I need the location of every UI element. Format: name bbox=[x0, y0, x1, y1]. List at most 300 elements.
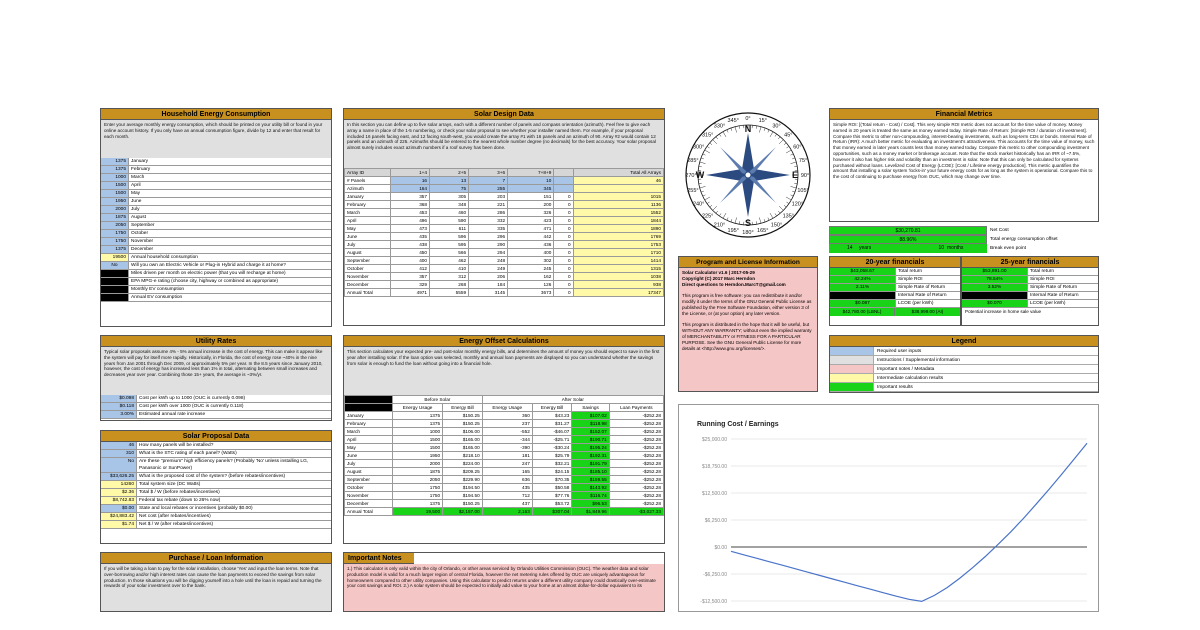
design-cell[interactable]: 16 bbox=[391, 177, 430, 185]
design-cell: 611 bbox=[430, 225, 469, 233]
design-cell: 0 bbox=[554, 193, 573, 201]
offset-cell: -$252.28 bbox=[609, 436, 663, 444]
design-cell: 1844 bbox=[573, 217, 663, 225]
chart-y-tick-label: -$6,250.00 bbox=[703, 572, 727, 578]
proposal-title: Solar Proposal Data bbox=[101, 431, 331, 442]
offset-cell: -552 bbox=[482, 428, 532, 436]
breakeven-months: 10 bbox=[907, 244, 947, 253]
offset-cell: -$25.71 bbox=[532, 436, 572, 444]
design-cell[interactable]: 7 bbox=[469, 177, 508, 185]
proposal-row bbox=[101, 489, 331, 497]
offset-cell: 712 bbox=[482, 492, 532, 500]
breakeven-years-unit: years bbox=[859, 244, 907, 253]
design-cell: Annual Total bbox=[345, 289, 391, 297]
design-cell[interactable]: 75 bbox=[430, 185, 469, 193]
offset-cell: -390 bbox=[482, 444, 532, 452]
design-cell[interactable]: 164 bbox=[391, 185, 430, 193]
design-cell: 1136 bbox=[573, 201, 663, 209]
offset-column-header: Loan Payments bbox=[609, 404, 663, 412]
offset-column-header: Energy Usage bbox=[482, 404, 532, 412]
design-cell: 296 bbox=[469, 233, 508, 241]
offset-row bbox=[345, 412, 664, 420]
chart-y-tick-label: -$12,500.00 bbox=[700, 599, 727, 605]
design-cell bbox=[554, 169, 573, 177]
compass-degree: 180° bbox=[742, 230, 754, 236]
design-cell: 249 bbox=[469, 265, 508, 273]
household-month-row bbox=[101, 214, 331, 222]
compass-degree: 270° bbox=[685, 173, 697, 179]
proposal-value[interactable]: No bbox=[101, 458, 137, 472]
household-month-label: December bbox=[131, 247, 154, 252]
proposal-value: $24,883.42 bbox=[101, 513, 137, 520]
offset-cell: $191.79 bbox=[572, 460, 609, 468]
compass-rose bbox=[678, 108, 818, 242]
household-month-row bbox=[101, 238, 331, 246]
offset-cell: $2,157.00 bbox=[443, 508, 483, 516]
offset-cell: $150.25 bbox=[443, 420, 483, 428]
utility-rate-label: Cost per kWh up to 1000 (OUC is currently 0.098) bbox=[139, 396, 246, 401]
offset-table bbox=[344, 395, 664, 516]
design-row bbox=[345, 169, 664, 177]
fin25-row bbox=[962, 268, 1098, 276]
design-cell: 436 bbox=[508, 241, 554, 249]
design-cell: 0 bbox=[554, 209, 573, 217]
design-cell: 357 bbox=[391, 193, 430, 201]
design-cell: 1769 bbox=[573, 233, 663, 241]
breakeven-months-unit: months bbox=[947, 244, 987, 253]
proposal-row bbox=[101, 473, 331, 481]
design-cell: 0 bbox=[554, 273, 573, 281]
offset-cell: $185.10 bbox=[572, 468, 609, 476]
offset-cell: -$252.28 bbox=[609, 412, 663, 420]
chart-series-line bbox=[731, 443, 1087, 601]
offset-cell: August bbox=[345, 468, 393, 476]
design-cell: 496 bbox=[391, 217, 430, 225]
design-cell: August bbox=[345, 249, 391, 257]
household-month-label: May bbox=[131, 191, 141, 196]
fin20-row bbox=[830, 292, 960, 300]
design-cell: 329 bbox=[391, 281, 430, 289]
proposal-label: Are these "premium" high efficiency panels? (Probably 'No' unless installing LG, Panasonic or SunPower) bbox=[139, 459, 309, 471]
household-month-value[interactable]: 1375 bbox=[101, 166, 129, 173]
design-cell: 0 bbox=[554, 233, 573, 241]
design-cell[interactable]: 10 bbox=[508, 177, 554, 185]
offset-cell: 2000 bbox=[393, 460, 443, 468]
fin20-row bbox=[830, 284, 960, 292]
proposal-row bbox=[101, 521, 331, 529]
compass-degree: 165° bbox=[757, 228, 769, 235]
design-cell: 46 bbox=[573, 177, 663, 185]
design-cell: 286 bbox=[469, 209, 508, 217]
offset-cell: March bbox=[345, 428, 393, 436]
offset-cell: February bbox=[345, 420, 393, 428]
chart-title: Running Cost / Earnings bbox=[697, 421, 779, 428]
design-cell: 290 bbox=[469, 241, 508, 249]
design-cell: 453 bbox=[391, 209, 430, 217]
design-cell: 335 bbox=[469, 225, 508, 233]
design-cell: 248 bbox=[469, 257, 508, 265]
design-cell: 3673 bbox=[508, 289, 554, 297]
design-month-row bbox=[345, 289, 664, 297]
utility-rate-value[interactable]: $0.098 bbox=[101, 395, 137, 402]
design-month-row bbox=[345, 257, 664, 265]
utility-rate-value[interactable]: $0.118 bbox=[101, 403, 137, 410]
household-month-value[interactable]: 1000 bbox=[101, 174, 129, 181]
household-ev-detail-value bbox=[101, 294, 129, 301]
design-row bbox=[345, 185, 664, 193]
offset-row bbox=[345, 452, 664, 460]
household-month-value[interactable]: 2000 bbox=[101, 206, 129, 213]
household-ev-detail-value bbox=[101, 278, 129, 285]
offset-cell: April bbox=[345, 436, 393, 444]
fin25-label: Total return bbox=[1030, 269, 1054, 274]
proposal-row bbox=[101, 481, 331, 489]
license-contact[interactable]: Direct questions to Herndon.MarcT@gmail.com bbox=[682, 282, 786, 287]
offset-cell: 1750 bbox=[393, 484, 443, 492]
legend-swatch bbox=[830, 347, 874, 355]
design-cell[interactable] bbox=[554, 177, 573, 185]
compass-degree: 30° bbox=[772, 123, 781, 130]
purchase-note: If you will be taking a loan to pay for the solar installation, choose 'Yes' and input the loan terms. Note that over-borrowing and/or high interest rates can cause the loan payments to exceed the savings from solar production. In those situations you will be digging yourself into a hole until the loan is repaid and turning the rewards of your solar investment over to the bank. bbox=[101, 564, 331, 612]
offset-cell: 1750 bbox=[393, 492, 443, 500]
household-month-value[interactable]: 1375 bbox=[101, 158, 129, 165]
design-cell: 435 bbox=[391, 233, 430, 241]
household-month-value[interactable]: 1500 bbox=[101, 182, 129, 189]
proposal-value[interactable]: 46 bbox=[101, 442, 137, 449]
design-cell: Total All Arrays bbox=[573, 169, 663, 177]
household-ev-detail-label: Monthly EV consumption bbox=[131, 287, 185, 292]
offset-cell: 19,500 bbox=[393, 508, 443, 516]
compass-label-s: S bbox=[744, 218, 752, 228]
chart-y-tick-label: $6,250.00 bbox=[704, 518, 727, 524]
compass-degree: 75° bbox=[798, 158, 808, 165]
design-cell: February bbox=[345, 201, 391, 209]
household-note: Enter your average monthly energy consumption, which should be printed on your utility bill or found in your online account history. If you only have an annual consumption figure, divide by 12 and enter that result for each month. bbox=[101, 120, 331, 158]
compass-degree: 45° bbox=[784, 132, 793, 139]
proposal-label: Net $ / W (after rebates/incentives) bbox=[139, 522, 214, 527]
proposal-label: What is the proposed cost of the system? (before rebates/incentives) bbox=[139, 474, 286, 479]
design-month-row bbox=[345, 265, 664, 273]
design-cell: 410 bbox=[430, 265, 469, 273]
design-cell: 348 bbox=[430, 201, 469, 209]
offset-cell: -$252.28 bbox=[609, 460, 663, 468]
proposal-label: How many panels will be installed? bbox=[139, 443, 214, 448]
design-cell: Array ID bbox=[345, 169, 391, 177]
offset-cell: -$252.28 bbox=[609, 452, 663, 460]
household-month-row bbox=[101, 158, 331, 166]
household-month-value[interactable]: 1875 bbox=[101, 214, 129, 221]
proposal-row bbox=[101, 513, 331, 521]
fin20-value: 2.11% bbox=[830, 284, 896, 291]
design-table bbox=[344, 168, 664, 297]
design-cell: 450 bbox=[391, 249, 430, 257]
offset-group-row bbox=[345, 396, 664, 404]
design-cell[interactable] bbox=[554, 185, 573, 193]
legend-label: Required user inputs bbox=[877, 349, 922, 354]
household-month-value[interactable]: 1375 bbox=[101, 246, 129, 253]
household-ev-detail-label: EPA MPG-e rating (choose city, highway or combined as appropriate) bbox=[131, 279, 278, 284]
proposal-label: Net cost (after rebates/incentives) bbox=[139, 514, 211, 519]
design-cell: 1+4 bbox=[391, 169, 430, 177]
legend-panel bbox=[829, 335, 1099, 393]
offset-cell: $32.21 bbox=[532, 460, 572, 468]
offset-cell: -$252.28 bbox=[609, 476, 663, 484]
household-month-value[interactable]: 1950 bbox=[101, 198, 129, 205]
design-month-row bbox=[345, 217, 664, 225]
proposal-value: $2.36 bbox=[101, 489, 137, 496]
design-cell: 200 bbox=[508, 201, 554, 209]
design-cell: 294 bbox=[469, 249, 508, 257]
breakeven-label: Break even point bbox=[990, 246, 1027, 251]
design-month-row bbox=[345, 249, 664, 257]
household-month-row bbox=[101, 206, 331, 214]
offset-column-header: Savings bbox=[572, 404, 609, 412]
design-cell: June bbox=[345, 233, 391, 241]
fin25-row bbox=[962, 300, 1098, 308]
compass-degree: 120° bbox=[791, 201, 804, 208]
design-cell: 3+6 bbox=[469, 169, 508, 177]
breakeven-years: 14 bbox=[829, 244, 859, 253]
design-cell: March bbox=[345, 209, 391, 217]
household-month-label: September bbox=[131, 223, 155, 228]
design-cell: 0 bbox=[554, 265, 573, 273]
offset-cell: 237 bbox=[482, 420, 532, 428]
utility-rate-row bbox=[101, 395, 331, 403]
offset-cell: -$252.28 bbox=[609, 444, 663, 452]
utility-rate-row bbox=[101, 403, 331, 411]
offset-cell: July bbox=[345, 460, 393, 468]
offset-cell: $307.04 bbox=[532, 508, 572, 516]
compass-degree: 210° bbox=[713, 222, 726, 229]
proposal-row bbox=[101, 450, 331, 458]
offset-cell: September bbox=[345, 476, 393, 484]
metrics-title: Financial Metrics bbox=[830, 109, 1098, 120]
financials-20-panel bbox=[829, 256, 961, 326]
offset-cell: $70.35 bbox=[532, 476, 572, 484]
utility-rate-label: Estimated annual rate increase bbox=[139, 412, 206, 417]
design-cell: 332 bbox=[469, 217, 508, 225]
design-cell: 438 bbox=[391, 241, 430, 249]
offset-cell: $192.31 bbox=[572, 452, 609, 460]
offset-column-header: Energy Usage bbox=[393, 404, 443, 412]
proposal-row bbox=[101, 458, 331, 473]
design-cell: 1552 bbox=[573, 209, 663, 217]
legend-label: Intermediate calculation results bbox=[877, 376, 944, 381]
proposal-value: 14260 bbox=[101, 481, 137, 488]
proposal-value[interactable]: $33,626.25 bbox=[101, 473, 137, 480]
design-month-row bbox=[345, 241, 664, 249]
fin20-label: Simple ROI bbox=[898, 277, 923, 282]
proposal-label: Total $ / W (before rebates/incentives) bbox=[139, 490, 220, 495]
household-month-label: July bbox=[131, 207, 140, 212]
notes-text: 1.) This calculator is only valid within the city of Orlando, or other areas serviced by Orlando Utilities Commission (OUC). The weather data and solar production model is valid for a much larger region of central Florida, however the net metering rules offered by OUC are uniquely advantageous for homeowners compared to other utility companies. Using this calculator to predict returns under a different utility company could drastically over-estimate your cost savings and ROI. 2.) A solar system should be expected to initially add value to your home at an almost dollar-for-dollar equivalent to its bbox=[344, 564, 664, 612]
household-month-value[interactable]: 1500 bbox=[101, 190, 129, 197]
legend-item bbox=[830, 347, 1098, 356]
compass-label-n: N bbox=[744, 124, 752, 134]
legend-label: Important results bbox=[877, 385, 913, 390]
design-month-row bbox=[345, 201, 664, 209]
fin20-extra-b: $38,999.00 (AI) bbox=[895, 308, 960, 316]
license-version: Solar Calculator v1.6 | 2017-05-29 bbox=[682, 270, 755, 275]
offset-cell: $24.15 bbox=[532, 468, 572, 476]
design-cell: 400 bbox=[508, 249, 554, 257]
design-cell: 400 bbox=[391, 257, 430, 265]
household-ev-row bbox=[101, 262, 331, 270]
offset-cell: $107.02 bbox=[572, 412, 609, 420]
household-month-row bbox=[101, 174, 331, 182]
design-cell: 184 bbox=[469, 281, 508, 289]
offset-cell: 1375 bbox=[393, 412, 443, 420]
offset-row bbox=[345, 460, 664, 468]
household-month-row bbox=[101, 182, 331, 190]
fin20-value: $43,058.67 bbox=[830, 268, 896, 275]
household-month-value[interactable]: 1750 bbox=[101, 238, 129, 245]
design-cell: 462 bbox=[430, 257, 469, 265]
proposal-label: Total system size (DC Watts) bbox=[139, 482, 201, 487]
design-cell: 1414 bbox=[573, 257, 663, 265]
offset-cell: $31.27 bbox=[532, 420, 572, 428]
household-month-label: November bbox=[131, 239, 154, 244]
offset-row bbox=[345, 444, 664, 452]
design-cell: 357 bbox=[391, 273, 430, 281]
fin25-title: 25-year financials bbox=[962, 257, 1098, 268]
design-cell[interactable]: 345 bbox=[508, 185, 554, 193]
household-ev-select[interactable]: No bbox=[101, 262, 129, 269]
household-month-row bbox=[101, 198, 331, 206]
design-cell: November bbox=[345, 273, 391, 281]
design-cell: 126 bbox=[508, 281, 554, 289]
fin20-value bbox=[830, 292, 896, 299]
proposal-row bbox=[101, 497, 331, 505]
household-ev-detail-row bbox=[101, 294, 331, 302]
legend-item bbox=[830, 383, 1098, 392]
offset-cell: $195.24 bbox=[572, 444, 609, 452]
design-cell: 162 bbox=[508, 273, 554, 281]
design-cell: 5559 bbox=[430, 289, 469, 297]
notes-title: Important Notes bbox=[344, 553, 414, 564]
offset-cell: $116.74 bbox=[572, 492, 609, 500]
offset-cell: 181 bbox=[482, 452, 532, 460]
design-cell: April bbox=[345, 217, 391, 225]
offset-column-header bbox=[345, 404, 393, 412]
offset-row bbox=[345, 468, 664, 476]
chart-y-tick-label: $25,000.00 bbox=[701, 437, 727, 443]
chart-y-tick-label: $18,750.00 bbox=[701, 464, 727, 470]
fin25-row bbox=[962, 276, 1098, 284]
utility-rate-label: Cost per kWh over 1000 (OUC is currently 0.118) bbox=[139, 404, 244, 409]
offset-cell: $229.90 bbox=[443, 476, 483, 484]
design-cell: 1315 bbox=[573, 265, 663, 273]
design-cell: 0 bbox=[554, 257, 573, 265]
offset-cell: -344 bbox=[482, 436, 532, 444]
fin25-label: LCOE (per kWh) bbox=[1030, 301, 1066, 306]
household-month-value[interactable]: 1750 bbox=[101, 230, 129, 237]
household-month-label: April bbox=[131, 183, 141, 188]
utility-title: Utility Rates bbox=[101, 336, 331, 347]
offset-row bbox=[345, 476, 664, 484]
offset-cell: $190.71 bbox=[572, 436, 609, 444]
offset-cell: -$3,027.33 bbox=[609, 508, 663, 516]
household-month-row bbox=[101, 246, 331, 254]
net-cost-value: $30,270.81 bbox=[829, 226, 987, 235]
offset-cell: $194.50 bbox=[443, 492, 483, 500]
offset-cell: -$252.28 bbox=[609, 420, 663, 428]
offset-cell: November bbox=[345, 492, 393, 500]
solar-proposal-panel bbox=[100, 430, 332, 544]
legend-title: Legend bbox=[830, 336, 1098, 347]
design-cell[interactable]: 255 bbox=[469, 185, 508, 193]
compass-degree: 150° bbox=[770, 222, 783, 229]
household-month-label: October bbox=[131, 231, 149, 236]
compass-degree: 135° bbox=[782, 213, 795, 220]
metrics-text: Simple ROI: [(Total return - Cost) / Cost]. This very simple ROI metric does not account for the time value of money. Money earned in 20 years is treated the same as money earned today. Simple Rate of Return: [Simple ROI / duration of investment]. Compare this metric to other non-compounding, interest-bearing investments, such as long-term CDs or bonds. Internal Rate of Return (IRR): A much better metric for evaluating an investment's attractiveness. This accounts for the time value of money, such that money earned in later years counts less than money earned today. Compare this metric to other compounding investment opportunities, such as a money market or brokerage account. Note that the stock market historically has an IRR of ~7.5%, however it also has higher risk and volatility than an investment in solar. Note that this can only be calculated for systems purchased without loans. Levelized Cost of Energy (LCOE): [Cost / Lifetime energy production]. This metric quantifies the amount that installing a solar system 'locks-in' your future energy costs for as long as the system is operational. Compare this to the cost of continuing to purchase energy from OUC, which may change over time. bbox=[830, 120, 1098, 221]
offset-cell: January bbox=[345, 412, 393, 420]
offset-cell: $1,849.96 bbox=[572, 508, 609, 516]
design-cell: 245 bbox=[508, 265, 554, 273]
offset-cell: $218.10 bbox=[443, 452, 483, 460]
offset-cell: $152.07 bbox=[572, 428, 609, 436]
design-cell[interactable]: 13 bbox=[430, 177, 469, 185]
offset-cell: $106.00 bbox=[443, 428, 483, 436]
offset-cell: 1875 bbox=[393, 468, 443, 476]
utility-rates-panel bbox=[100, 335, 332, 421]
offset-cell: -$252.28 bbox=[609, 468, 663, 476]
design-cell: 0 bbox=[554, 249, 573, 257]
design-cell: 1038 bbox=[573, 273, 663, 281]
important-notes-panel bbox=[343, 552, 665, 612]
design-cell: 268 bbox=[430, 281, 469, 289]
design-cell: 221 bbox=[469, 201, 508, 209]
household-ev-detail-row bbox=[101, 286, 331, 294]
design-cell: 423 bbox=[508, 217, 554, 225]
offset-cell: 1375 bbox=[393, 500, 443, 508]
household-month-value[interactable]: 2050 bbox=[101, 222, 129, 229]
proposal-value[interactable]: $0.00 bbox=[101, 505, 137, 512]
household-month-label: January bbox=[131, 159, 149, 164]
offset-cell: 437 bbox=[482, 500, 532, 508]
offset-cell: 1500 bbox=[393, 436, 443, 444]
design-cell: 305 bbox=[430, 193, 469, 201]
proposal-rows bbox=[101, 442, 331, 529]
offset-cell: 2,153 bbox=[482, 508, 532, 516]
fin20-row bbox=[830, 268, 960, 276]
utility-rate-value[interactable]: 3.00% bbox=[101, 411, 137, 418]
fin20-label: Internal Rate of Return bbox=[898, 293, 947, 298]
running-cost-chart bbox=[678, 404, 1099, 612]
design-cell: Azimuth bbox=[345, 185, 391, 193]
license-paragraph-2: This program is distributed in the hope that it will be useful, but WITHOUT ANY WARRANTY; without even the implied warranty of MERCHANTABILITY or FITNESS FOR A PARTICULAR PURPOSE. See the GNU General Public License for more details at <http://www.gnu.org/licenses/>. bbox=[682, 322, 812, 351]
design-month-row bbox=[345, 281, 664, 289]
offset-title: Energy Offset Calculations bbox=[344, 336, 664, 347]
compass-degree: 345° bbox=[727, 117, 739, 124]
household-month-label: March bbox=[131, 175, 145, 180]
fin25-label: Simple Rate of Return bbox=[1030, 285, 1078, 290]
proposal-label: What is the STC rating of each panel? (Watts) bbox=[139, 451, 237, 456]
household-ev-label: Will you own an Electric Vehicle or Plug-in Hybrid and charge it at home? bbox=[131, 263, 286, 268]
design-cell: 0 bbox=[554, 281, 573, 289]
compass-degree: 255° bbox=[687, 187, 699, 194]
design-cell: 302 bbox=[508, 257, 554, 265]
offset-cell: $43.23 bbox=[532, 412, 572, 420]
chart-y-tick-label: $0.00 bbox=[714, 545, 727, 551]
household-month-row bbox=[101, 166, 331, 174]
compass-degree: 195° bbox=[727, 228, 739, 235]
fin25-rows bbox=[962, 268, 1098, 308]
offset-cell: -$30.24 bbox=[532, 444, 572, 452]
design-month-row bbox=[345, 225, 664, 233]
proposal-value[interactable]: 310 bbox=[101, 450, 137, 457]
household-ev-detail-row bbox=[101, 270, 331, 278]
